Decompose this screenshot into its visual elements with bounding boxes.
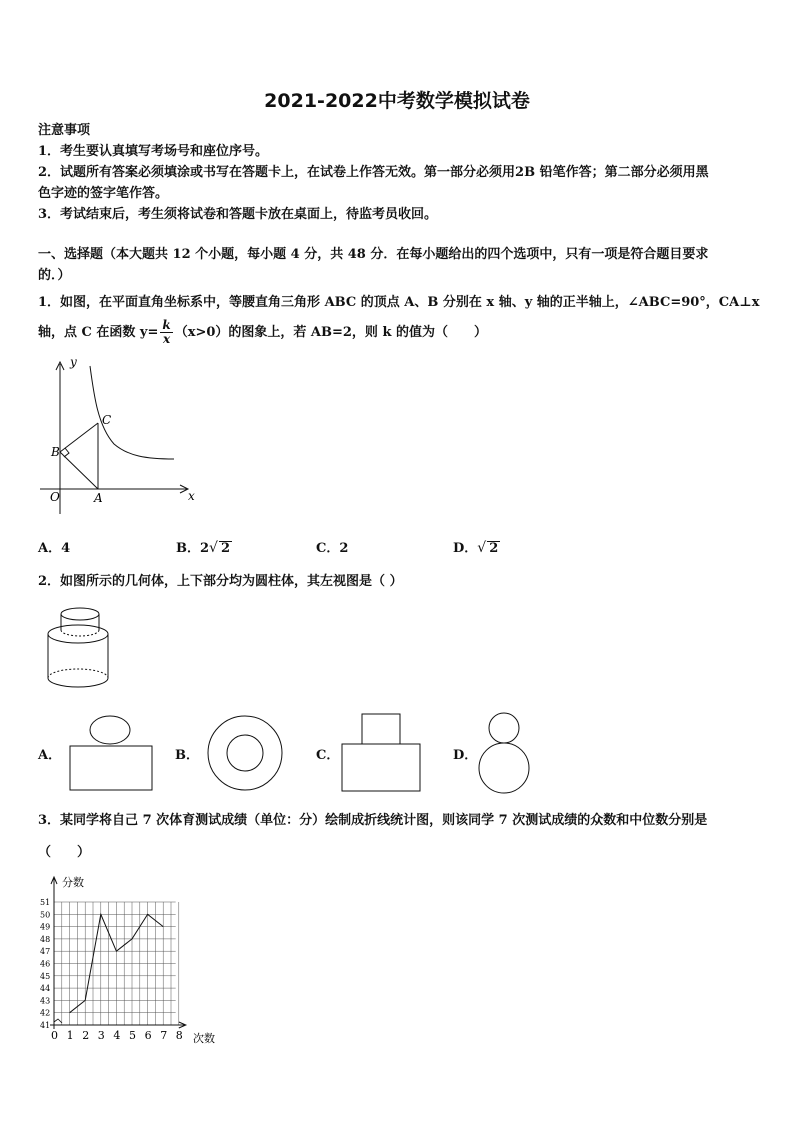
- y-tick-label: 49: [40, 922, 51, 932]
- option-b-radicand: 2: [220, 541, 231, 556]
- label-x: x: [188, 489, 195, 503]
- option-d-small-circle: [489, 713, 519, 743]
- label-a: A: [94, 491, 103, 505]
- y-tick-label: 51: [40, 898, 51, 907]
- chart-ticks: [40, 898, 183, 1042]
- y-tick-label: 43: [40, 996, 51, 1006]
- notice-heading: 注意事项: [38, 123, 91, 138]
- chart-grid: [54, 902, 179, 1025]
- x-tick-label: 1: [66, 1029, 74, 1042]
- sqrt-icon: √: [477, 540, 487, 556]
- q2-option-c-label[interactable]: C．: [316, 748, 340, 763]
- q1-option-c[interactable]: [316, 537, 348, 556]
- q3-line1: 3．某同学将自己 7 次体育测试成绩（单位：分）绘制成折线统计图，则该同学 7 次测试成绩的众数和中位数分别是: [38, 813, 708, 828]
- q1-line2: [38, 319, 760, 346]
- y-tick-label: 46: [40, 959, 51, 969]
- small-cylinder-top: [61, 608, 99, 620]
- x-tick-label: 4: [113, 1029, 121, 1042]
- q1-option-b[interactable]: [176, 537, 232, 556]
- q1-line1: 1．如图，在平面直角坐标系中，等腰直角三角形 ABC 的顶点 A、B 分别在 x 轴、y 轴的正半轴上，∠ABC=90°，CA⊥x: [38, 295, 760, 310]
- q2-option-a-label[interactable]: A．: [38, 748, 62, 763]
- q1-coordinate-figure: [36, 356, 206, 516]
- fraction-numerator: k: [162, 318, 171, 332]
- option-d-label: D．: [453, 541, 478, 556]
- option-a-label: A．4: [38, 541, 71, 556]
- option-a-rectangle: [70, 746, 152, 790]
- label-y: y: [70, 356, 77, 369]
- chart-axes: [50, 877, 186, 1029]
- fraction-denominator: x: [162, 332, 171, 346]
- label-o: O: [50, 490, 60, 504]
- label-c: C: [102, 413, 112, 427]
- y-tick-label: 41: [40, 1021, 51, 1030]
- option-d-large-circle: [479, 743, 529, 793]
- q1-line2-pre: 轴，点 C 在函数 y=: [38, 325, 159, 340]
- right-angle-mark: [64, 448, 69, 457]
- notice-item-1: 1．考生要认真填写考场号和座位序号。: [38, 144, 269, 159]
- q1-fraction: [160, 319, 172, 346]
- q2-text: 2．如图所示的几何体，上下部分均为圆柱体，其左视图是（ ）: [38, 574, 403, 589]
- q2-option-b-label[interactable]: B．: [175, 748, 199, 763]
- q2-option-c-figure[interactable]: [338, 712, 424, 794]
- option-b-inner-circle: [227, 735, 263, 771]
- q1-option-d[interactable]: [453, 537, 500, 556]
- option-a-ellipse: [90, 716, 130, 744]
- option-b-label: B．2: [176, 541, 210, 556]
- y-tick-label: 50: [40, 910, 51, 920]
- notice-item-3: 3．考试结束后，考生须将试卷和答题卡放在桌面上，待监考员收回。: [38, 207, 438, 222]
- y-tick-label: 42: [40, 1008, 51, 1018]
- q3-line-chart: [30, 872, 230, 1050]
- big-cylinder-hidden-edge: [48, 669, 108, 678]
- y-tick-label: 48: [40, 934, 51, 944]
- q2-option-b-figure[interactable]: [204, 712, 286, 794]
- y-tick-label: 44: [40, 984, 51, 994]
- option-d-radicand: 2: [489, 541, 499, 556]
- axis-break-mark: [54, 1019, 62, 1023]
- section1-line2: 的．）: [38, 268, 71, 283]
- x-tick-label: 7: [160, 1029, 168, 1042]
- segment-ab: [60, 452, 98, 489]
- q2-option-a-figure[interactable]: [62, 712, 156, 794]
- q1-option-a[interactable]: [38, 537, 70, 556]
- q2-option-d-label[interactable]: D．: [453, 748, 478, 763]
- x-tick-label: 0: [51, 1029, 58, 1042]
- segment-bc: [60, 423, 98, 452]
- sqrt-icon: √: [209, 540, 218, 556]
- y-tick-label: 45: [40, 971, 51, 981]
- x-tick-label: 5: [129, 1029, 136, 1042]
- section1-line1: 一、选择题（本大题共 12 个小题，每小题 4 分，共 48 分．在每小题给出的四个选项中，只有一项是符合题目要求: [38, 247, 709, 262]
- notice-item-2-cont: 色字迹的签字笔作答。: [38, 186, 169, 201]
- chart-xlabel: 次数: [193, 1032, 215, 1045]
- q1-line2-post: （x>0）的图象上，若 AB=2，则 k 的值为（ ）: [174, 325, 487, 340]
- x-tick-label: 6: [144, 1029, 152, 1042]
- small-cylinder-base: [61, 630, 99, 636]
- chart-ylabel: 分数: [62, 876, 84, 889]
- option-c-label: C．2: [316, 541, 349, 556]
- option-c-small-rectangle: [362, 714, 400, 744]
- notice-item-2: 2．试题所有答案必须填涂或书写在答题卡上，在试卷上作答无效。第一部分必须用2B 铅笔作答；第二部分必须用黑: [38, 165, 709, 180]
- label-b: B: [51, 445, 60, 459]
- y-tick-label: 47: [40, 947, 51, 957]
- q2-option-d-figure[interactable]: [474, 708, 534, 796]
- option-c-large-rectangle: [342, 744, 420, 791]
- x-tick-label: 8: [175, 1029, 183, 1042]
- big-cylinder-bottom: [48, 678, 108, 687]
- x-tick-label: 2: [82, 1029, 90, 1042]
- q3-line2: （ ）: [38, 845, 91, 860]
- page-title: 2021-2022中考数学模拟试卷: [264, 90, 530, 112]
- x-tick-label: 3: [97, 1029, 105, 1042]
- q2-cylinder-figure: [40, 602, 120, 692]
- big-cylinder-top: [48, 625, 108, 643]
- option-b-outer-circle: [208, 716, 282, 790]
